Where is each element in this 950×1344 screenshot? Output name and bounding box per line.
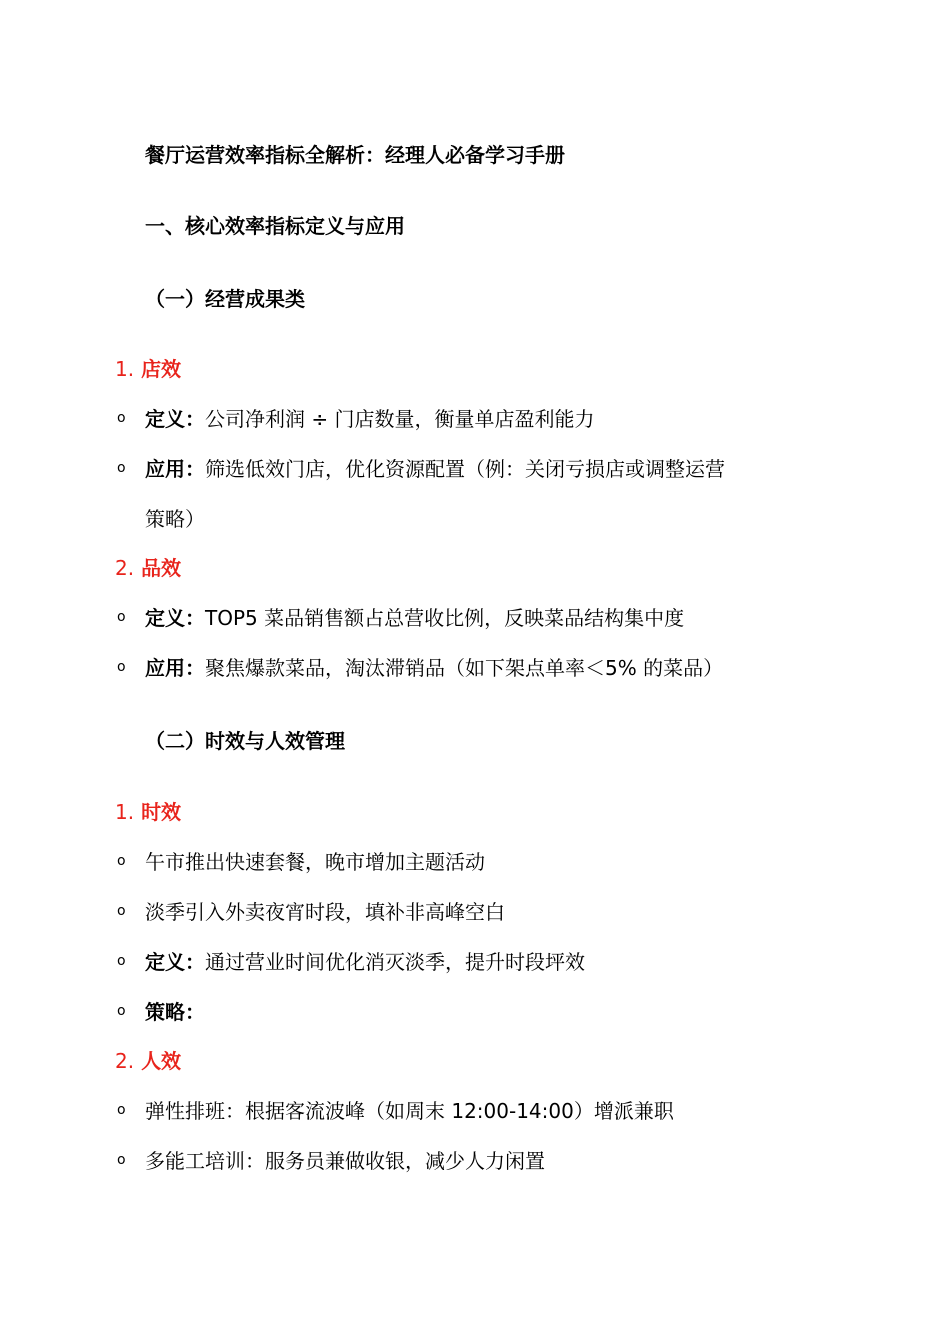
bullet-icon: o bbox=[117, 609, 126, 625]
bullet-icon: o bbox=[117, 1152, 126, 1168]
list-item bbox=[145, 602, 684, 631]
bullet-text: 通过营业时间优化消灭淡季，提升时段坪效 bbox=[205, 950, 585, 974]
list-item: 淡季引入外卖夜宵时段，填补非高峰空白 bbox=[145, 900, 505, 924]
bullet-label: 定义： bbox=[145, 606, 205, 630]
bullet-label: 应用： bbox=[145, 656, 205, 680]
list-item bbox=[145, 946, 585, 975]
bullet-icon: o bbox=[117, 953, 126, 969]
item-title: 时效 bbox=[141, 800, 182, 824]
item-title: 品效 bbox=[141, 556, 182, 580]
item-number: 1. bbox=[115, 800, 135, 824]
bullet-icon: o bbox=[117, 460, 126, 476]
item-title: 店效 bbox=[141, 357, 182, 381]
item-title: 人效 bbox=[141, 1049, 182, 1073]
bullet-icon: o bbox=[117, 903, 126, 919]
list-item bbox=[145, 453, 725, 482]
section-heading: 一、核心效率指标定义与应用 bbox=[145, 214, 405, 238]
bullet-label: 定义： bbox=[145, 407, 205, 431]
bullet-text: TOP5 菜品销售额占总营收比例，反映菜品结构集中度 bbox=[205, 606, 685, 630]
item-number: 2. bbox=[115, 1049, 135, 1073]
list-item: 弹性排班：根据客流波峰（如周末 12:00-14:00）增派兼职 bbox=[145, 1099, 674, 1123]
bullet-text: 公司净利润 ÷ 门店数量，衡量单店盈利能力 bbox=[205, 407, 595, 431]
bullet-icon: o bbox=[117, 410, 126, 426]
bullet-continuation: 策略） bbox=[145, 507, 205, 531]
list-item: 午市推出快速套餐，晚市增加主题活动 bbox=[145, 850, 485, 874]
list-item bbox=[145, 996, 205, 1025]
item-heading bbox=[115, 796, 181, 825]
bullet-text: 聚焦爆款菜品，淘汰滞销品（如下架点单率＜5% 的菜品） bbox=[205, 656, 724, 680]
item-heading bbox=[115, 353, 181, 382]
bullet-icon: o bbox=[117, 659, 126, 675]
item-heading bbox=[115, 1045, 181, 1074]
item-heading bbox=[115, 552, 181, 581]
item-number: 1. bbox=[115, 357, 135, 381]
item-number: 2. bbox=[115, 556, 135, 580]
bullet-icon: o bbox=[117, 1102, 126, 1118]
bullet-label: 应用： bbox=[145, 457, 205, 481]
bullet-icon: o bbox=[117, 853, 126, 869]
bullet-label: 定义： bbox=[145, 950, 205, 974]
bullet-label: 策略： bbox=[145, 1000, 205, 1024]
bullet-text: 筛选低效门店，优化资源配置（例：关闭亏损店或调整运营 bbox=[205, 457, 725, 481]
subsection-heading: （一）经营成果类 bbox=[145, 287, 305, 311]
bullet-icon: o bbox=[117, 1003, 126, 1019]
list-item bbox=[145, 652, 723, 681]
document-title: 餐厅运营效率指标全解析：经理人必备学习手册 bbox=[145, 143, 565, 167]
list-item bbox=[145, 403, 594, 432]
list-item: 多能工培训：服务员兼做收银，减少人力闲置 bbox=[145, 1149, 545, 1173]
subsection-heading: （二）时效与人效管理 bbox=[145, 729, 345, 753]
